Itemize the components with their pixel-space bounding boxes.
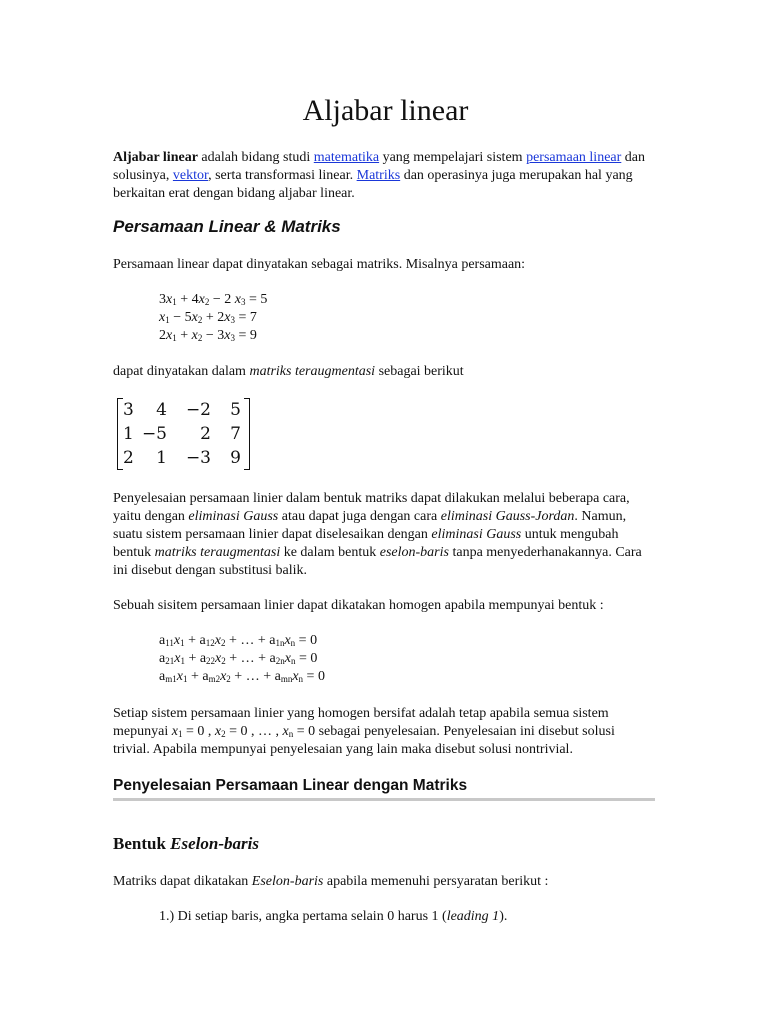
augmented-matrix — [117, 396, 250, 470]
text: dapat dinyatakan dalam — [113, 364, 250, 379]
matrix-cell: 2 — [123, 448, 134, 468]
intro-text: adalah bidang studi — [197, 150, 314, 165]
text: Setiap sistem persamaan linier yang homogen bersifat adalah tetap apabila semua sistem mepunyai — [113, 706, 609, 739]
equation-line: $3x_1 + 4x_2 - 2$ $x_3 = 5$ — [159, 292, 268, 307]
text: . Namun, suatu sistem persamaan linier dapat diselesaikan dengan — [113, 509, 627, 542]
matrix-cell: 2 — [200, 424, 211, 444]
homogeneous-equation-system — [159, 632, 325, 686]
equation-line: $a_{21}x_1 + a_{22}x_2$ + … + $a_{2n}x_n = 0$ — [159, 651, 318, 666]
italic-term: eliminasi Gauss — [431, 527, 522, 542]
italic-term: Eselon-baris — [170, 834, 259, 853]
italic-term: eliminasi Gauss-Jordan — [440, 509, 575, 524]
section1-paragraph-3 — [113, 490, 653, 580]
matrix-table — [123, 398, 241, 470]
matrix-cell: 3 — [123, 400, 134, 420]
section-divider — [113, 798, 655, 801]
text: Penyelesaian persamaan linier dalam bentuk matriks dapat dilakukan melalui beberapa cara, yaitu dengan — [113, 491, 630, 524]
page-title: Aljabar linear — [302, 94, 469, 127]
matrix-row — [123, 446, 241, 470]
intro-text: , serta transformasi linear. — [208, 168, 357, 183]
text: ). — [499, 909, 508, 924]
matrix-cell: −3 — [185, 448, 211, 468]
italic-term: matriks teraugmentasi — [154, 545, 281, 560]
section-heading-persamaan-linear: Persamaan Linear & Matriks — [113, 217, 341, 236]
italic-term: leading 1 — [446, 909, 500, 924]
link-matematika[interactable]: matematika — [313, 150, 380, 165]
section1-paragraph-4: Sebuah sisitem persamaan linier dapat dikatakan homogen apabila mempunyai bentuk : — [113, 598, 604, 613]
italic-term: Eselon-baris — [251, 874, 324, 889]
text: untuk mengubah bentuk — [113, 527, 619, 560]
section1-paragraph-2 — [113, 363, 653, 381]
link-vektor[interactable]: vektor — [172, 168, 209, 183]
text: Matriks dapat dikatakan — [113, 874, 252, 889]
matrix-row — [123, 398, 241, 422]
link-matriks[interactable]: Matriks — [356, 168, 401, 183]
link-persamaan-linear[interactable]: persamaan linear — [526, 150, 622, 165]
equation-system — [159, 291, 267, 345]
section3-paragraph-1 — [113, 873, 653, 891]
matrix-cell: 1 — [123, 424, 134, 444]
intro-bold-term: Aljabar linear — [113, 150, 198, 165]
intro-paragraph — [113, 149, 653, 203]
matrix-cell: 1 — [156, 448, 167, 468]
matrix-cell: 9 — [230, 448, 241, 468]
text: Bentuk — [113, 834, 171, 853]
equation-line: $a_{11}x_1 + a_{12}x_2$ + … + $a_{1n}x_n = 0$ — [159, 633, 318, 648]
text: atau dapat juga dengan cara — [278, 509, 441, 524]
matrix-cell: 4 — [156, 400, 167, 420]
text: apabila memenuhi persyaratan berikut : — [323, 874, 549, 889]
text: ke dalam bentuk — [280, 545, 380, 560]
section1-paragraph-1: Persamaan linear dapat dinyatakan sebagai matriks. Misalnya persamaan: — [113, 257, 526, 272]
section-heading-penyelesaian: Penyelesaian Persamaan Linear dengan Matriks — [113, 777, 468, 794]
section1-paragraph-5: Setiap sistem persamaan linier yang homogen bersifat adalah tetap apabila semua sistem mepunyai $x_1 = 0$ , $x_2 = 0$ , … , $x_n = 0$ sebagai penyelesaian. Penyelesaian ini disebut solusi trivial. Apabila mempunyai penyelesaian yang lain maka disebut solusi nontrivial. — [113, 706, 615, 757]
equation-line: $2x_1 + x_2 - 3x_3 = 9$ — [159, 328, 257, 343]
matrix-row — [123, 422, 241, 446]
matrix-cell: −5 — [141, 424, 167, 444]
matrix-cell: 7 — [230, 424, 241, 444]
intro-text: yang mempelajari sistem — [379, 150, 527, 165]
list-item-1 — [159, 908, 653, 926]
italic-term: eliminasi Gauss — [188, 509, 279, 524]
text: 1.) Di setiap baris, angka pertama selain 0 harus 1 ( — [159, 909, 447, 924]
matrix-right-bracket — [244, 398, 250, 470]
equation-line: $a_{m1}x_1 + a_{m2}x_2$ + … + $a_{mn}x_n = 0$ — [159, 669, 325, 684]
equation-line: $x_1 - 5x_2 + 2x_3 = 7$ — [159, 310, 257, 325]
italic-term: matriks teraugmentasi — [249, 364, 376, 379]
intro-text: dan operasinya juga merupakan hal yang berkaitan erat dengan bidang aljabar linear. — [113, 168, 633, 201]
intro-text: dan solusinya, — [113, 150, 646, 183]
italic-term: eselon-baris — [379, 545, 449, 560]
text: tanpa menyederhanakannya. Cara ini disebut dengan substitusi balik. — [113, 545, 642, 578]
section-heading-eselon-baris — [113, 834, 259, 854]
text: sebagai berikut — [375, 364, 464, 379]
text: sebagai penyelesaian. Penyelesaian ini disebut solusi trivial. Apabila mempunyai penyelesaian yang lain maka disebut solusi nontrivial. — [113, 724, 615, 757]
matrix-cell: −2 — [185, 400, 211, 420]
matrix-cell: 5 — [230, 400, 241, 420]
